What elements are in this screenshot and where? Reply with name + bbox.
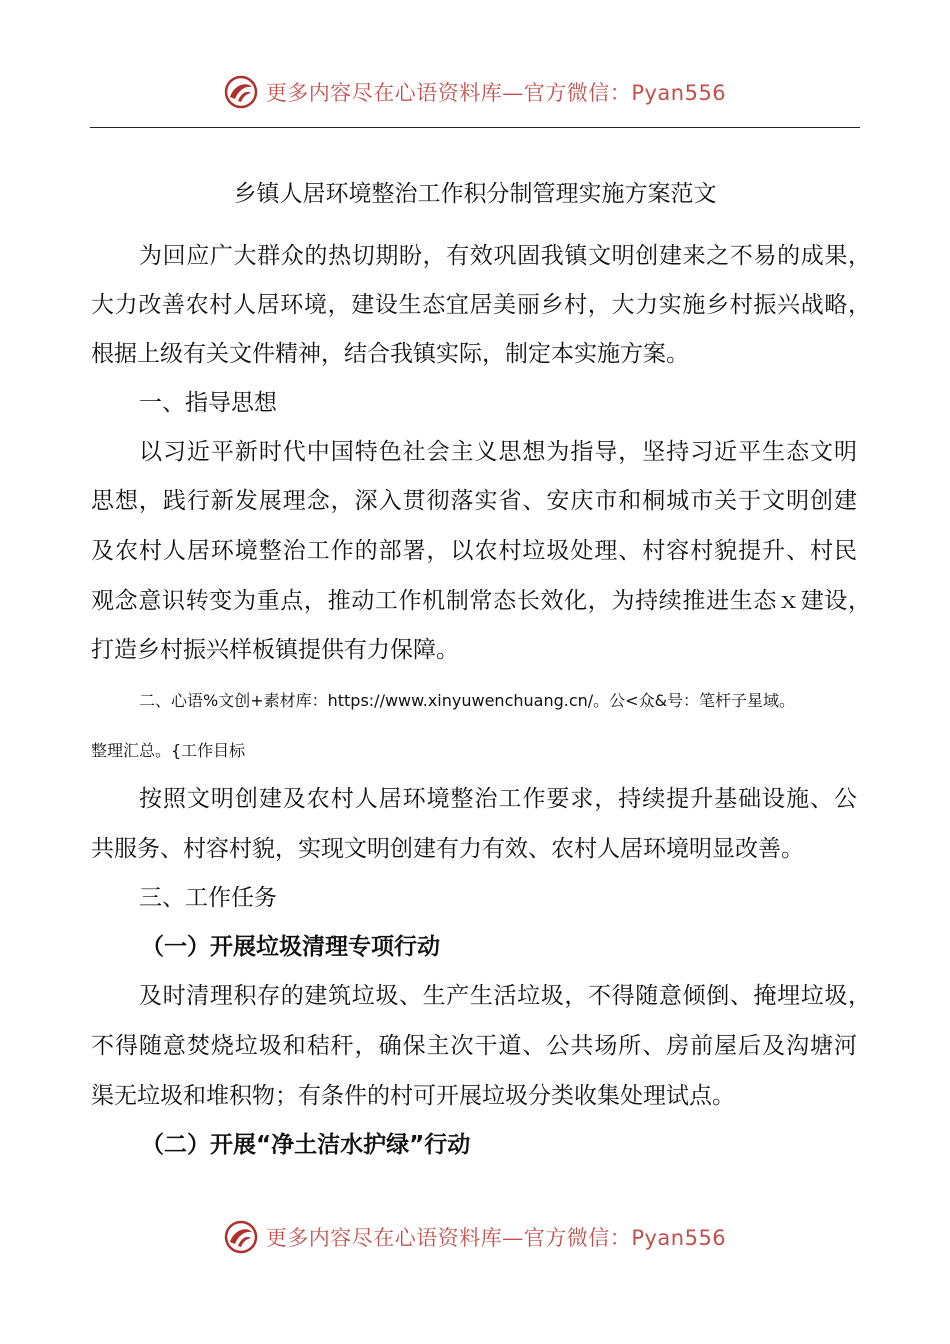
- banner-wechat-id: Pyan556: [631, 81, 727, 105]
- logo-icon: [224, 1220, 258, 1254]
- paragraph-line: 按照文明创建及农村人居环境整治工作要求，持续提升基础设施、公: [139, 786, 857, 812]
- paragraph-line: 共服务、村容村貌，实现文明创建有力有效、农村人居环境明显改善。: [91, 836, 804, 862]
- section-heading: 二、心语%文创+素材库：https://www.xinyuwenchuang.cn/。公<众&号：笔杆子星域。: [139, 691, 796, 710]
- header-rule: [90, 127, 860, 128]
- paragraph-line: 打造乡村振兴样板镇提供有力保障。: [91, 637, 459, 663]
- footer-banner: [0, 1217, 950, 1257]
- paragraph-line: 及农村人居环境整治工作的部署，以农村垃圾处理、村容村貌提升、村民: [91, 538, 857, 564]
- paragraph-line: 以习近平新时代中国特色社会主义思想为指导，坚持习近平生态文明: [139, 439, 857, 465]
- header-banner: [0, 72, 950, 112]
- banner-text: 更多内容尽在心语资料库—官方微信：: [265, 1226, 632, 1250]
- paragraph-line: 思想，践行新发展理念，深入贯彻落实省、安庆市和桐城市关于文明创建: [91, 488, 857, 514]
- page-title: 乡镇人居环境整治工作积分制管理实施方案范文: [233, 181, 717, 207]
- paragraph-line: 大力改善农村人居环境，建设生态宜居美丽乡村，大力实施乡村振兴战略，: [91, 292, 871, 318]
- paragraph-line: 根据上级有关文件精神，结合我镇实际，制定本实施方案。: [91, 341, 689, 367]
- paragraph-line: 为回应广大群众的热切期盼，有效巩固我镇文明创建来之不易的成果，: [139, 243, 871, 269]
- paragraph-line: 渠无垃圾和堆积物；有条件的村可开展垃圾分类收集处理试点。: [91, 1083, 735, 1109]
- banner-wechat-id: Pyan556: [631, 1226, 727, 1250]
- subsection-heading: （一）开展垃圾清理专项行动: [141, 934, 440, 960]
- section-heading: 三、工作任务: [139, 885, 277, 911]
- banner-text: 更多内容尽在心语资料库—官方微信：: [265, 81, 632, 105]
- section-heading: 一、指导思想: [139, 390, 277, 416]
- section-heading: 整理汇总。{工作目标: [91, 741, 246, 760]
- logo-icon: [224, 75, 258, 109]
- subsection-heading: （二）开展“净土洁水护绿”行动: [141, 1132, 471, 1158]
- paragraph-line: 及时清理积存的建筑垃圾、生产生活垃圾，不得随意倾倒、掩埋垃圾，: [139, 983, 871, 1009]
- paragraph-line: 不得随意焚烧垃圾和秸秆，确保主次干道、公共场所、房前屋后及沟塘河: [91, 1033, 857, 1059]
- paragraph-line: 观念意识转变为重点，推动工作机制常态长效化，为持续推进生态ｘ建设，: [91, 588, 871, 614]
